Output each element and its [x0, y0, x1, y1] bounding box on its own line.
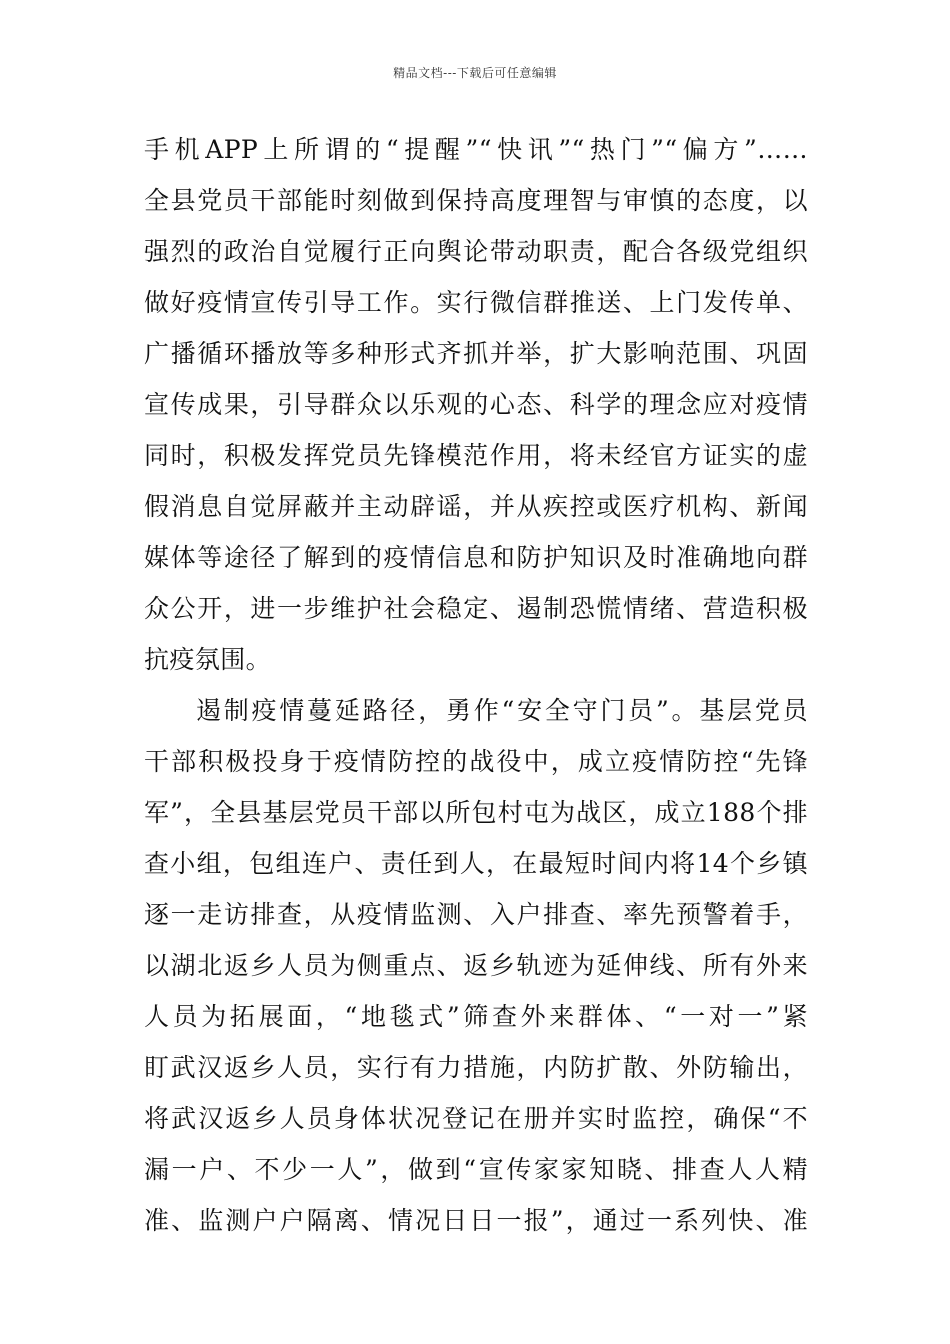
text-line: 以湖北返乡人员为侧重点、返乡轨迹为延伸线、所有外来	[144, 951, 808, 980]
text-line: 查小组，包组连户、责任到人，在最短时间内将14个乡镇	[144, 849, 808, 878]
text-line: 干部积极投身于疫情防控的战役中，成立疫情防控“先锋	[144, 747, 808, 776]
text-line: 军”，全县基层党员干部以所包村屯为战区，成立188个排	[144, 798, 808, 827]
text-line: 广播循环播放等多种形式齐抓并举，扩大影响范围、巩固	[144, 339, 808, 368]
page-header: 精品文档---下载后可任意编辑	[393, 66, 557, 80]
text-line: 人员为拓展面，“地毯式”筛查外来群体、“一对一”紧	[144, 1002, 808, 1031]
text-line: 媒体等途径了解到的疫情信息和防护知识及时准确地向群	[144, 543, 808, 572]
document-body	[144, 124, 808, 1246]
paragraph	[144, 124, 808, 685]
text-line: 做好疫情宣传引导工作。实行微信群推送、上门发传单、	[144, 288, 808, 317]
text-line: 宣传成果，引导群众以乐观的心态、科学的理念应对疫情	[144, 390, 808, 419]
text-line: 全县党员干部能时刻做到保持高度理智与审慎的态度，以	[144, 186, 808, 215]
text-line: 同时，积极发挥党员先锋模范作用，将未经官方证实的虚	[144, 441, 808, 470]
paragraph	[144, 685, 808, 1246]
text-line: 遏制疫情蔓延路径，勇作“安全守门员”。基层党员	[196, 696, 808, 725]
text-line: 强烈的政治自觉履行正向舆论带动职责，配合各级党组织	[144, 237, 808, 266]
text-line: 将武汉返乡人员身体状况登记在册并实时监控，确保“不	[144, 1104, 808, 1133]
text-line: 抗疫氛围。	[144, 645, 272, 674]
text-line: 盯武汉返乡人员，实行有力措施，内防扩散、外防输出，	[144, 1053, 808, 1082]
text-line: 准、监测户户隔离、情况日日一报”，通过一系列快、准	[144, 1206, 808, 1235]
text-line: 假消息自觉屏蔽并主动辟谣，并从疾控或医疗机构、新闻	[144, 492, 808, 521]
text-line: 手机APP上所谓的“提醒”“快讯”“热门”“偏方”……	[144, 135, 808, 164]
text-line: 逐一走访排查，从疫情监测、入户排查、率先预警着手，	[144, 900, 808, 929]
text-line: 众公开，进一步维护社会稳定、遏制恐慌情绪、营造积极	[144, 594, 808, 623]
text-line: 漏一户、不少一人”，做到“宣传家家知晓、排查人人精	[144, 1155, 808, 1184]
